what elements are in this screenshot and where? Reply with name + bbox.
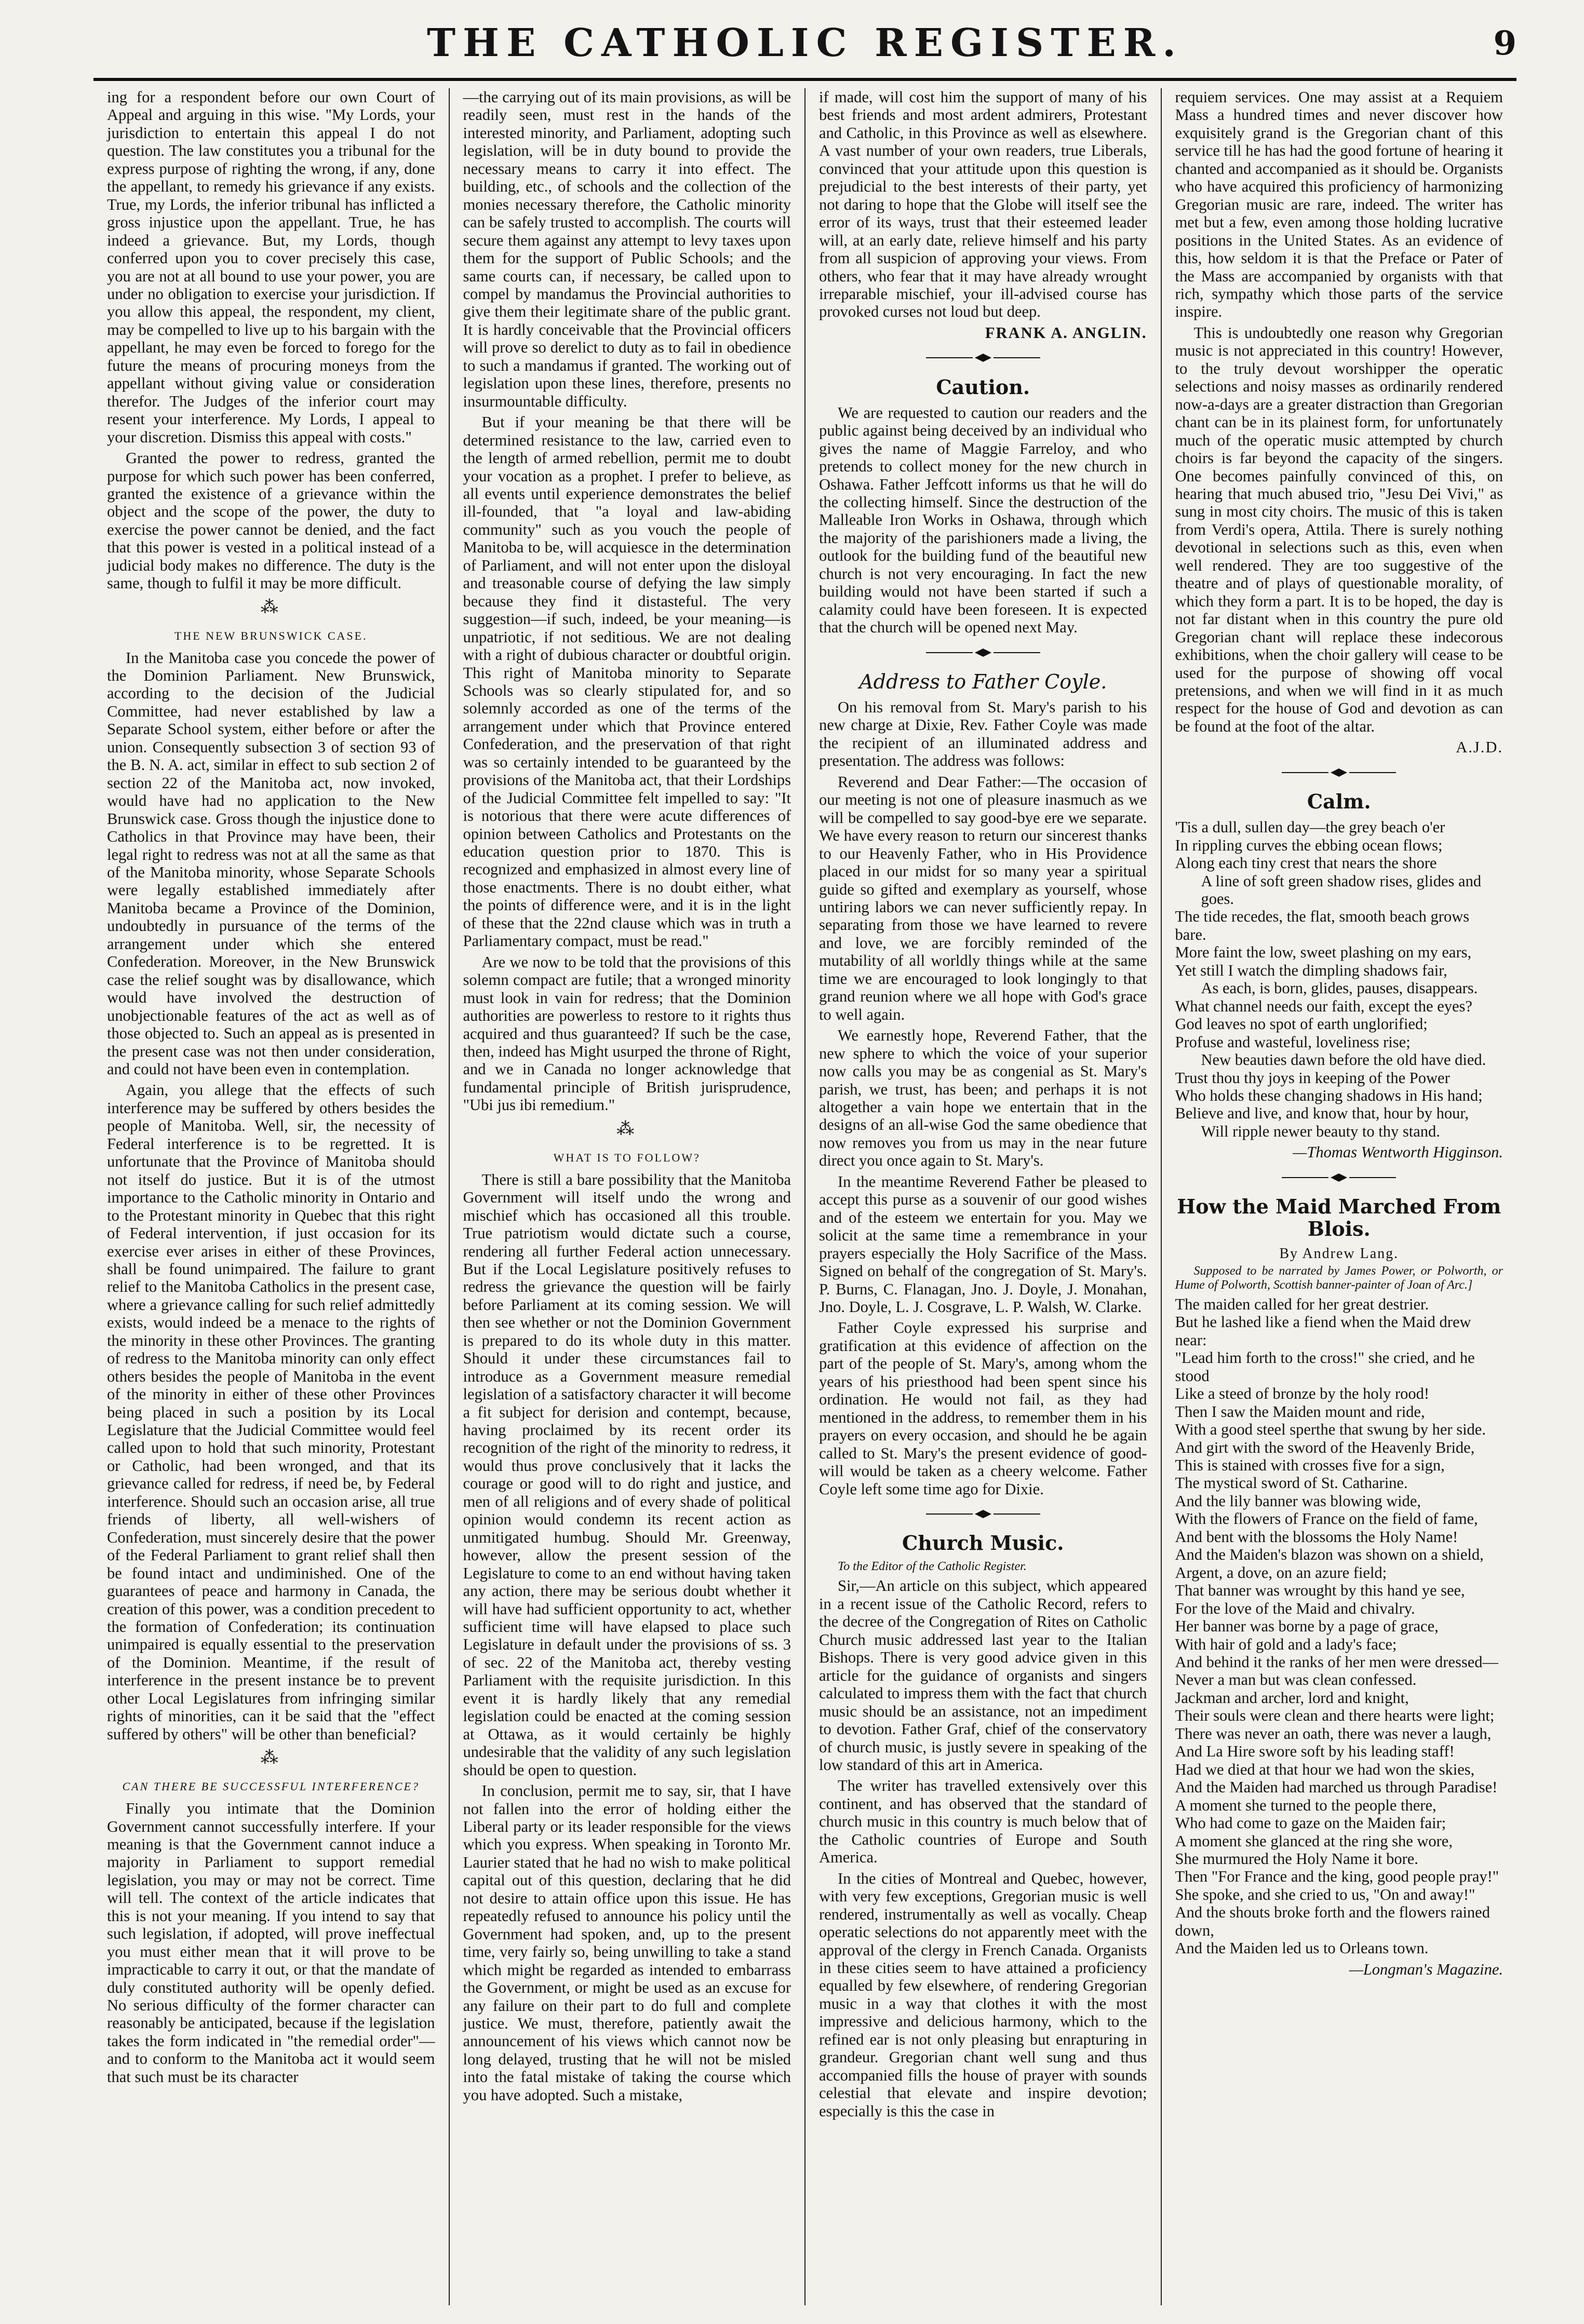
poem-line: There was never an oath, there was never a laugh, bbox=[1175, 1724, 1492, 1742]
paragraph: We are requested to caution our readers and the public against being deceived by an individual who gives the name of Maggie Farreloy, and who pretends to collect money for the new church in Oshawa. Father Jeffcott informs us that he will do the collecting himself. Since the destruction of the Malleable Iron Works in Oshawa, through which the majority of the parishioners made a living, the outlook for the building fund of the beautiful new church is not very encouraging. In fact the new building would not have been started if such a calamity could have been foreseen. It is expected that the church will be opened next May. bbox=[819, 403, 1147, 637]
poem-line: That banner was wrought by this hand ye see, bbox=[1175, 1582, 1465, 1600]
paragraph: In the Manitoba case you concede the power of the Dominion Parliament. New Brunswick, according to the decision of the Judicial Committee, had never established by law a Separate School system, either before or after the union. Consequently subsection 3 of section 93 of the B. N. A. act, similar in effect to sub section 2 of section 22 of the Manitoba act, now invoked, would have had no application to the New Brunswick case. Gross though the injustice done to Catholics in that Province may have been, their legal right to redress was not at all the same as that of the Manitoba minority, whose Separate Schools were legally established immediately after Manitoba became a Province of the Dominion, undoubtedly in pursuance of the terms of the arrangement under which she entered Confederation. Moreover, in the New Brunswick case the relief sought was by disallowance, which would have involved the destruction of unobjectionable features of the act as well as of those objected to. Such an appeal as is presented in the present case was not then under consideration, and could not have been even in contemplation. bbox=[107, 648, 435, 1078]
poem-line: She spoke, and she cried to us, "On and away!" bbox=[1175, 1885, 1475, 1903]
poem-line: This is stained with crosses five for a sign, bbox=[1175, 1456, 1445, 1475]
poem-line: New beauties dawn before the old have died. bbox=[1201, 1051, 1486, 1069]
column-4 bbox=[1162, 88, 1517, 2305]
columns bbox=[93, 88, 1516, 2305]
paragraph: if made, will cost him the support of many of his best friends and most ardent admirers, Protestant and Catholic, in this Province as well as elsewhere. A vast number of your own readers, true Liberals, convinced that your attitude upon this question is prejudicial to the best interests of their party, yet not daring to hope that the Globe will itself see the error of its ways, trust that their esteemed leader will, at an early date, relieve himself and his party from all suspicion of approving your views. From others, who fear that it may have already wrought irreparable mischief, your ill-advised course has provoked curses not loud but deep. bbox=[819, 88, 1147, 321]
poem-line: For the love of the Maid and chivalry. bbox=[1175, 1599, 1415, 1617]
ornament-icon bbox=[1282, 1172, 1396, 1183]
ornament-icon bbox=[1282, 767, 1396, 778]
paragraph: The writer has travelled extensively over this continent, and has observed that the standard of church music in this country is much below that of the Catholic countries of Europe and South America. bbox=[819, 1777, 1147, 1867]
poem-line: And the Maiden's blazon was shown on a shield, bbox=[1175, 1546, 1484, 1564]
poem-line: In rippling curves the ebbing ocean flows; bbox=[1175, 836, 1443, 854]
ornament-divider bbox=[1175, 764, 1504, 781]
poem-line: And the lily banner was blowing wide, bbox=[1175, 1492, 1421, 1510]
byline: By Andrew Lang. bbox=[1279, 1246, 1399, 1262]
ornament-divider bbox=[819, 349, 1147, 367]
article-heading: Caution. bbox=[936, 375, 1030, 399]
poem-line: A moment she glanced at the ring she wore, bbox=[1175, 1832, 1453, 1850]
poem-line: God leaves no spot of earth unglorified; bbox=[1175, 1015, 1428, 1033]
poem-line: Like a steed of bronze by the holy rood! bbox=[1175, 1385, 1430, 1403]
ornament-divider bbox=[819, 1505, 1147, 1523]
poem-line: A line of soft green shadow rises, glides and goes. bbox=[1201, 872, 1482, 908]
paragraph: Reverend and Dear Father:—The occasion of our meeting is not one of pleasure inasmuch as we will be compelled to say good-bye ere we separate. We have every reason to return our sincerest thanks to our Heavenly Father, who in His Providence placed in our midst for so many year a spiritual guide so gifted and exemplary as yourself, whose untiring labors we can never sufficiently repay. In separating from those we have learned to revere and love, we are forcibly reminded of the mutability of all worldly things while at the same time we are encouraged to look longingly to that grand reunion where we all hope with God's grace to well again. bbox=[819, 773, 1147, 1023]
poem-line: But he lashed like a fiend when the Maid drew near: bbox=[1175, 1313, 1471, 1349]
ornament-divider bbox=[819, 644, 1147, 661]
paragraph: In conclusion, permit me to say, sir, that I have not fallen into the error of holding either the Liberal party or its leader responsible for the views which you express. When speaking in Toronto Mr. Laurier stated that he had no wish to make political capital out of this question, declaring that he did not desire to attain office upon this issue. He has repeatedly refused to announce his policy until the Government had spoken, and, up to the present time, very fairly so, being unwilling to take a stand which might be regarded as intended to embarrass the Government, or might be used as an excuse for any failure on their part to do full and complete justice. We must, therefore, patiently await the announcement of his views which cannot now be long delayed, trusting that he will not be misled into the fatal mistake of taking the course which you have adopted. Such a mistake, bbox=[463, 1782, 791, 2104]
paragraph: In the cities of Montreal and Quebec, however, with very few exceptions, Gregorian music is well rendered, instrumentally as well as vocally. Cheap operatic selections do not apparently meet with the approval of the clergy in French Canada. Organists in these cities seem to have attained a proficiency equalled by few elsewhere, of rendering Gregorian music in a way that clothes it with the most impressive and delicious harmony, which to the refined ear is not only pleasing but enrapturing in grandeur. Gregorian chant well sung and thus accompanied fills the house of prayer with sounds celestial that elevate and inspire devotion; especially is this the case in bbox=[819, 1869, 1147, 2120]
poem-line: Who holds these changing shadows in His hand; bbox=[1175, 1086, 1483, 1104]
poem-line: And La Hire swore soft by his leading staff! bbox=[1175, 1742, 1455, 1761]
ornament-icon bbox=[926, 1509, 1040, 1519]
paragraph: But if your meaning be that there will be determined resistance to the law, carried even to the length of armed rebellion, permit me to doubt your vocation as a prophet. I prefer to believe, as all events until experience demonstrates the belief ill-founded, that "a loyal and law-abiding community" such as you vouch the people of Manitoba to be, will acquiesce in the determination of Parliament, and will not enter upon the disloyal and treasonable course of defying the law simply because they find it distasteful. The very suggestion—if such, indeed, be your meaning—is unpatriotic, if not seditious. We are not dealing with a right of dubious character or doubtful origin. This right of Manitoba minority to Separate Schools was so clearly stipulated for, and so solemnly accorded as one of the terms of the arrangement under which that Province entered Confederation, and the preservation of that right was so certainly intended to be guaranteed by the provisions of the Manitoba act, that their Lordships of the Judicial Committee felt impelled to say: "It is notorious that there were acute differences of opinion between Catholics and Protestants on the education question prior to 1870. This is recognized and emphasized in almost every line of those enactments. There is no doubt either, what the points of difference were, and it is in the light of these that the 22nd clause which was in truth a Parliamentary compact, must be read." bbox=[463, 413, 791, 950]
poem-line: 'Tis a dull, sullen day—the grey beach o'er bbox=[1175, 818, 1445, 836]
poem-line: As each, is born, glides, pauses, disappears. bbox=[1201, 979, 1478, 997]
poem-line: Had we died at that hour we had won the skies, bbox=[1175, 1760, 1475, 1778]
poem bbox=[1175, 818, 1504, 1140]
ornament-divider bbox=[1175, 1169, 1504, 1186]
paragraph: Finally you intimate that the Dominion Government cannot successfully interfere. If your meaning is that the Government cannot induce a majority in Parliament to support remedial legislation, you may or may not be correct. Time will tell. The context of the article indicates that this is not your meaning. If you intend to say that such legislation, if adopted, will prove ineffectual you must either mean that it will prove to be impracticable to carry it out, or that the mandate of duly constituted authority will be openly defied. No serious difficulty of the former character can reasonably be anticipated, because if the legislation takes the form indicated in "the remedial order"—and to conform to the Manitoba act it would seem that such must be its character bbox=[107, 1800, 435, 2086]
paragraph: We earnestly hope, Reverend Father, that the new sphere to which the voice of your superior now calls you may be as congenial as St. Mary's parish, we trust, has been; and perhaps it is not altogether a vain hope we entertain that in the designs of an all-wise God the same obedience that now removes you from us may in the near future direct you once again to St. Mary's. bbox=[819, 1026, 1147, 1170]
paragraph: This is undoubtedly one reason why Gregorian music is not appreciated in this country! However, to the truly devout worshipper the operatic selections and noisy masses as ordinarily rendered now-a-days are a greater distraction than Gregorian chant can be in its plainest form, for unfortunately much of the operatic music attempted by church choirs is far beyond the capacity of the singers. One becomes painfully convinced of this, on hearing that much abused trio, "Jesu Dei Vivi," as sung in most city choirs. The music of this is taken from Verdi's opera, Attila. There is surely nothing devotional in selections such as this, even when well rendered. They are too suggestive of the theatre and of plays of questionable morality, of which they form a part. It is to be hoped, the day is not far distant when in this country the pure old Gregorian chant will replace these indecorous exhibitions, when the choir gallery will cease to be used for the purpose of showing off vocal pretensions, and when we will find in it as much respect for the house of God and devotion as can be found at the foot of the altar. bbox=[1175, 323, 1503, 735]
poem-line: Argent, a dove, on an azure field; bbox=[1175, 1563, 1387, 1582]
poem-line: The tide recedes, the flat, smooth beach grows bare. bbox=[1175, 908, 1470, 943]
subheading: THE NEW BRUNSWICK CASE. bbox=[174, 629, 368, 642]
poem-attribution: —Longman's Magazine. bbox=[1349, 1960, 1503, 1978]
poem-line: Will ripple newer beauty to thy stand. bbox=[1201, 1122, 1440, 1140]
poem-line: Trust thou thy joys in keeping of the Power bbox=[1175, 1069, 1450, 1087]
paragraph: Father Coyle expressed his surprise and gratification at this evidence of affection on the part of the people of St. Mary's, among whom the years of his priesthood had been spent since his ordination. He would not fail, as they had mentioned in the address, to remember them in his prayers on every occasion, and should he be again called to St. Mary's the present evidence of good-will would be taken as a cheery welcome. Father Coyle left some time ago for Dixie. bbox=[819, 1319, 1147, 1498]
poem-line: And behind it the ranks of her men were dressed— bbox=[1175, 1653, 1499, 1671]
poem-line: With a good steel sperthe that swung by her side. bbox=[1175, 1421, 1486, 1439]
column-1 bbox=[93, 88, 450, 2305]
signature: A.J.D. bbox=[1456, 738, 1503, 756]
asterism-divider: ⁂ bbox=[616, 1119, 638, 1139]
paragraph: In the meantime Reverend Father be pleased to accept this purse as a souvenir of our good wishes and of the esteem we entertain for you. May we solicit at the same time a remembrance in your prayers especially the Holy Sacrifice of the Mass. Signed on behalf of the congregation of St. Mary's. P. Burns, C. Flanagan, Jno. J. Doyle, J. Monahan, Jno. Doyle, L. J. Cosgrave, L. P. Walsh, W. Clarke. bbox=[819, 1172, 1147, 1316]
paragraph: There is still a bare possibility that the Manitoba Government will itself undo the wrong and mischief which has occasioned all this trouble. True patriotism would dictate such a course, rendering all further Federal action unnecessary. But if the Local Legislature positively refuses to redress the grievance the question will be fairly before Parliament at its coming session. We will then see whether or not the Dominion Government is prepared to do its whole duty in this matter. Should it under these circumstances fail to introduce as a Government measure remedial legislation of a satisfactory character it will become a fit subject for derision and contempt, because, having proclaimed by its recent order its recognition of the right of the minority to redress, it would thus prove conclusively that it lacks the courage or good will to do right and justice, and men of all religions and of every shade of political opinion would condemn its recent action as unmitigated humbug. Should Mr. Greenway, however, allow the present session of the Legislature to come to an end without having taken any action, there may be serious doubt whether it will have had sufficient opportunity to act, whether sufficient time will have elapsed to place such Legislature in default under the provisions of ss. 3 of sec. 22 of the Manitoba act, thereby vesting Parliament with the requisite jurisdiction. In this event it is hardly likely that any remedial legislation could be enacted at the coming session at Ottawa, as it would certainly be highly undesirable that the validity of any such legislation should be open to question. bbox=[463, 1170, 791, 1779]
poem bbox=[1175, 1295, 1504, 1957]
column-3 bbox=[806, 88, 1162, 2305]
ornament-icon bbox=[926, 647, 1040, 658]
poem-line: Jackman and archer, lord and knight, bbox=[1175, 1688, 1409, 1707]
poem-line: The maiden called for her great destrier. bbox=[1175, 1295, 1429, 1313]
paragraph: ing for a respondent before our own Court of Appeal and arguing in this wise. "My Lords, your jurisdiction to entertain this appeal I do not question. The law constitutes you a tribunal for the express purpose of righting the wrong, if any, done the appellant, to remedy his grievance if any exists. True, my Lords, the inferior tribunal has inflicted a gross injustice upon the appellant. True, he has indeed a grievance. But, my Lords, though conferred upon you to cover precisely this case, you are not at all bound to use your power, you are under no obligation to exercise your jurisdiction. If you allow this appeal, the respondent, my client, may be compelled to live up to his bargain with the appellant, he may even be forced to forego for the future the means of procuring moneys from the appellant without giving value or consideration therefor. The Judges of the inferior court may resent your interference. My Lords, I appeal to your discretion. Dismiss this appeal with costs." bbox=[107, 88, 435, 446]
poem-line: Who had come to gaze on the Maiden fair; bbox=[1175, 1814, 1446, 1832]
editor-note: To the Editor of the Catholic Register. bbox=[838, 1560, 1027, 1574]
paragraph: Sir,—An article on this subject, which appeared in a recent issue of the Catholic Record, refers to the decree of the Congregation of Rites on Catholic Church music addressed last year to the Italian Bishops. There is very good advice given in this article for the guidance of organists and singers calculated to impress them with the fact that church music should be an assistance, not an impediment to devotion. Father Graf, chief of the conservatory of church music, is justly severe in speaking of the low standard of this art in America. bbox=[819, 1577, 1147, 1774]
poem-line: More faint the low, sweet plashing on my ears, bbox=[1175, 943, 1472, 962]
signature: FRANK A. ANGLIN. bbox=[985, 323, 1147, 342]
poem-heading: How the Maid Marched From Blois. bbox=[1177, 1195, 1501, 1241]
poem-line: A moment she turned to the people there, bbox=[1175, 1796, 1437, 1814]
asterism-divider: ⁂ bbox=[260, 597, 281, 617]
poem-line: What channel needs our faith, except the eyes? bbox=[1175, 997, 1472, 1015]
paragraph: Granted the power to redress, granted the purpose for which such power has been conferred, granted the existence of a grievance within the object and the scope of the power, the duty to exercise the power cannot be denied, and the fact that this power is vested in a political instead of a judicial body makes no difference. The duty is the same, though to fulfil it may be more difficult. bbox=[107, 449, 435, 592]
paragraph: requiem services. One may assist at a Requiem Mass a hundred times and never discover how exquisitely grand is the Gregorian chant of this service till he has had the good fortune of hearing it chanted and accompanied as it should be. Organists who have acquired this proficiency of harmonizing Gregorian music are rare, indeed. The writer has met but a few, even among those holding lucrative positions in the United States. As an evidence of this, how seldom it is that the Preface or Pater of the Mass are accompanied by organists with that rich, sympathy which those parts of the service inspire. bbox=[1175, 88, 1503, 321]
subheading: CAN THERE BE SUCCESSFUL INTERFERENCE? bbox=[122, 1780, 420, 1793]
poem-heading: Calm. bbox=[1307, 790, 1371, 814]
poem-line: The mystical sword of St. Catharine. bbox=[1175, 1474, 1408, 1492]
article-heading: Address to Father Coyle. bbox=[859, 670, 1107, 694]
poem-line: And the shouts broke forth and the flowers rained down, bbox=[1175, 1903, 1490, 1939]
paragraph: On his removal from St. Mary's parish to his new charge at Dixie, Rev. Father Coyle was made the recipient of an illuminated address and presentation. The address was follows: bbox=[819, 698, 1147, 770]
poem-line: Yet still I watch the dimpling shadows fair, bbox=[1175, 961, 1447, 979]
poem-line: Profuse and wasteful, loveliness rise; bbox=[1175, 1033, 1411, 1051]
poem-attribution: —Thomas Wentworth Higginson. bbox=[1293, 1143, 1503, 1161]
poem-line: "Lead him forth to the cross!" she cried, and he stood bbox=[1175, 1349, 1475, 1385]
poem-line: With hair of gold and a lady's face; bbox=[1175, 1635, 1397, 1653]
page-number: 9 bbox=[1493, 24, 1516, 63]
poem-line: And bent with the blossoms the Holy Name! bbox=[1175, 1528, 1458, 1546]
poem-line: Then "For France and the king, good people pray!" bbox=[1175, 1868, 1499, 1886]
article-heading: Church Music. bbox=[902, 1531, 1064, 1555]
poem-line: Her banner was borne by a page of grace, bbox=[1175, 1617, 1439, 1636]
poem-line: Believe and live, and know that, hour by hour, bbox=[1175, 1104, 1469, 1123]
paragraph: Again, you allege that the effects of such interference may be suffered by others besides the people of Manitoba. Well, sir, the necessity of Federal interference is to be regretted. It is unfortunate that the Province of Manitoba should not itself do justice. But it is of the utmost importance to the Catholic minority in Ontario and to the Protestant minority in Quebec that this right of Federal intervention, if just occasion for its exercise ever arises in either of these Provinces, shall be found unimpaired. The failure to grant relief to the Manitoba Catholics in the present case, where a grievance calling for such relief admittedly exists, would indeed be a menace to the rights of the minority in these other Provinces. The granting of redress to the Manitoba minority can only effect others besides the people of Manitoba in the event of the minority in either of these other Provinces being placed in such a position by its Local Legislature that the Judicial Committee would feel called upon to hold that such minority, Protestant or Catholic, had been wronged, and that its grievance called for redress, if need be, by Federal interference. Should such an occasion arise, all true friends of liberty, all well-wishers of Confederation, must sincerely desire that the power of the Federal Parliament to grant relief shall then be found intact and undiminished. One of the guarantees of peace and harmony in Canada, the creation of this power, was a condition precedent to the formation of Confederation; its continuation unimpaired is equally essential to the preservation of the Dominion. Meantime, if the result of interference in the present instance be to prevent other Local Legislatures from infringing similar rights of minorities, can it be said that the "effect suffered by others" will be other than beneficial? bbox=[107, 1081, 435, 1743]
paragraph: —the carrying out of its main provisions, as will be readily seen, must rest in the hands of the interested minority, and Parliament, adopting such legislation, will be in duty bound to provide the necessary means to carry it into effect. The building, etc., of schools and the collection of the monies necessary therefore, the Catholic minority can be safely trusted to accomplish. The courts will secure them against any attempt to levy taxes upon them for the support of Public Schools; and the same courts can, if necessary, be called upon to compel by mandamus the Provincial authorities to give them their legitimate share of the public grant. It is hardly conceivable that the Provincial officers will prove so derelict to duty as to fail in obedience to such a mandamus if granted. The working out of legislation upon these lines, therefore, presents no insurmountable difficulty. bbox=[463, 88, 791, 410]
asterism-divider: ⁂ bbox=[260, 1748, 281, 1768]
subheading: WHAT IS TO FOLLOW? bbox=[553, 1151, 701, 1164]
editor-note: Supposed to be narrated by James Power, or Polworth, or Hume of Polworth, Scottish banner-painter of Joan of Arc.] bbox=[1175, 1264, 1503, 1292]
newspaper-title: THE CATHOLIC REGISTER. bbox=[426, 21, 1184, 65]
poem-line: Never a man but was clean confessed. bbox=[1175, 1671, 1417, 1689]
poem-line: With the flowers of France on the field of fame, bbox=[1175, 1510, 1478, 1528]
poem-line: And the Maiden had marched us through Paradise! bbox=[1175, 1778, 1498, 1796]
poem-line: Their souls were clean and there hearts were light; bbox=[1175, 1707, 1495, 1725]
poem-line: She murmured the Holy Name it bore. bbox=[1175, 1849, 1418, 1868]
poem-line: Then I saw the Maiden mount and ride, bbox=[1175, 1402, 1425, 1421]
ornament-icon bbox=[926, 353, 1040, 363]
paragraph: Are we now to be told that the provisions of this solemn compact are futile; that a wronged minority must look in vain for redress; that the Dominion authorities are powerless to restore to it rights thus acquired and thus guaranteed? If such be the case, then, indeed has Might usurped the throne of Right, and we in Canada no longer acknowledge that fundamental principle of British jurisprudence, "Ubi jus ibi remedium." bbox=[463, 953, 791, 1114]
column-2 bbox=[450, 88, 806, 2305]
poem-line: And the Maiden led us to Orleans town. bbox=[1175, 1939, 1429, 1957]
poem-line: Along each tiny crest that nears the shore bbox=[1175, 854, 1437, 872]
poem-line: And girt with the sword of the Heavenly Bride, bbox=[1175, 1438, 1475, 1456]
masthead bbox=[93, 21, 1516, 81]
